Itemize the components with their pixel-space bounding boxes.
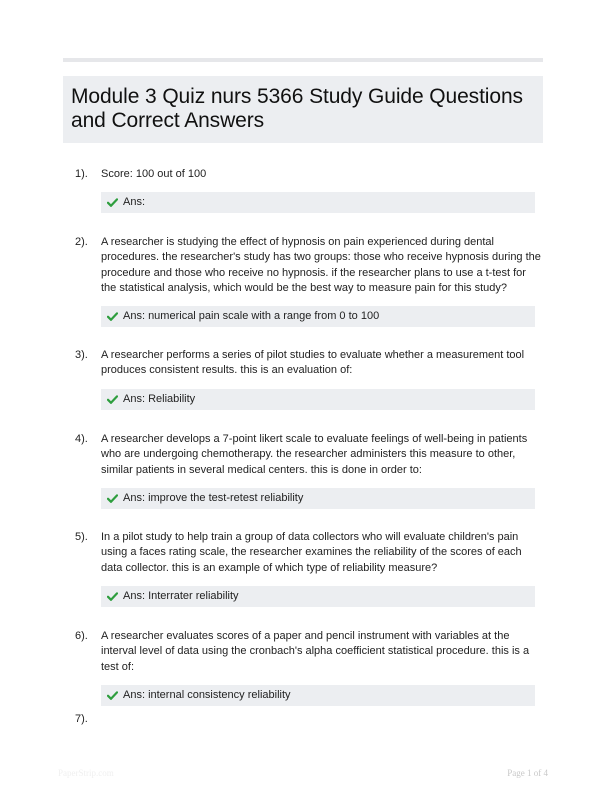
question-number: 3). [75, 349, 88, 361]
question-text: A researcher is studying the effect of hypnosis on pain experienced during dental procedures. the researcher's study has two groups: those who receive hypnosis during the procedure and those who receive no hypnosis. if the researcher plans to use a t-test for the statistical analysis, which would be the best way to measure pain for this study? [101, 236, 541, 294]
top-rule [63, 58, 543, 62]
answer-box [101, 306, 535, 327]
checkmark-icon [107, 493, 118, 504]
answer-box [101, 389, 535, 410]
question-item [63, 530, 543, 607]
answer-text: Ans: improve the test-retest reliability [123, 491, 304, 504]
question-item [63, 348, 543, 410]
question-number: 6). [75, 630, 88, 642]
page-number: Page 1 of 4 [507, 768, 548, 778]
question-text: In a pilot study to help train a group of data collectors who will evaluate children's pain using a faces rating scale, the researcher examines the reliability of the scores of each data collector. this is an example of which type of reliability measure? [101, 531, 522, 574]
answer-text: Ans: Interrater reliability [123, 589, 239, 602]
answer-box [101, 192, 535, 213]
question-number: 1). [75, 168, 88, 180]
checkmark-icon [107, 690, 118, 701]
question-item [63, 629, 543, 706]
answer-text: Ans: Reliability [123, 392, 196, 405]
watermark: PaperStrip.com [58, 768, 114, 778]
checkmark-icon [107, 311, 118, 322]
question-item [63, 432, 543, 509]
question-text: A researcher develops a 7-point likert scale to evaluate feelings of well-being in patients who are undergoing chemotherapy. the researcher administers this measure to other, similar patients in several medical centers. this is done in order to: [101, 433, 528, 476]
question-item [63, 167, 543, 213]
answer-box [101, 586, 535, 607]
question-number: 2). [75, 236, 88, 248]
answer-box [101, 685, 535, 706]
question-number: 7). [75, 713, 88, 725]
checkmark-icon [107, 197, 118, 208]
question-number: 4). [75, 433, 88, 445]
question-number: 5). [75, 531, 88, 543]
page-title: Module 3 Quiz nurs 5366 Study Guide Questions and Correct Answers [71, 85, 523, 132]
question-text: A researcher evaluates scores of a paper and pencil instrument with variables at the interval level of data using the cronbach's alpha coefficient statistical procedure. this is a test of: [101, 630, 530, 673]
title-box [63, 76, 543, 143]
answer-text: Ans: internal consistency reliability [123, 688, 291, 701]
question-item [63, 235, 543, 327]
question-text: A researcher performs a series of pilot studies to evaluate whether a measurement tool produces consistent results. this is an evaluation of: [101, 349, 525, 377]
question-text: Score: 100 out of 100 [101, 168, 207, 180]
answer-box [101, 488, 535, 509]
checkmark-icon [107, 591, 118, 602]
answer-text: Ans: numerical pain scale with a range from 0 to 100 [123, 310, 380, 323]
answer-text: Ans: [123, 196, 146, 209]
checkmark-icon [107, 394, 118, 405]
